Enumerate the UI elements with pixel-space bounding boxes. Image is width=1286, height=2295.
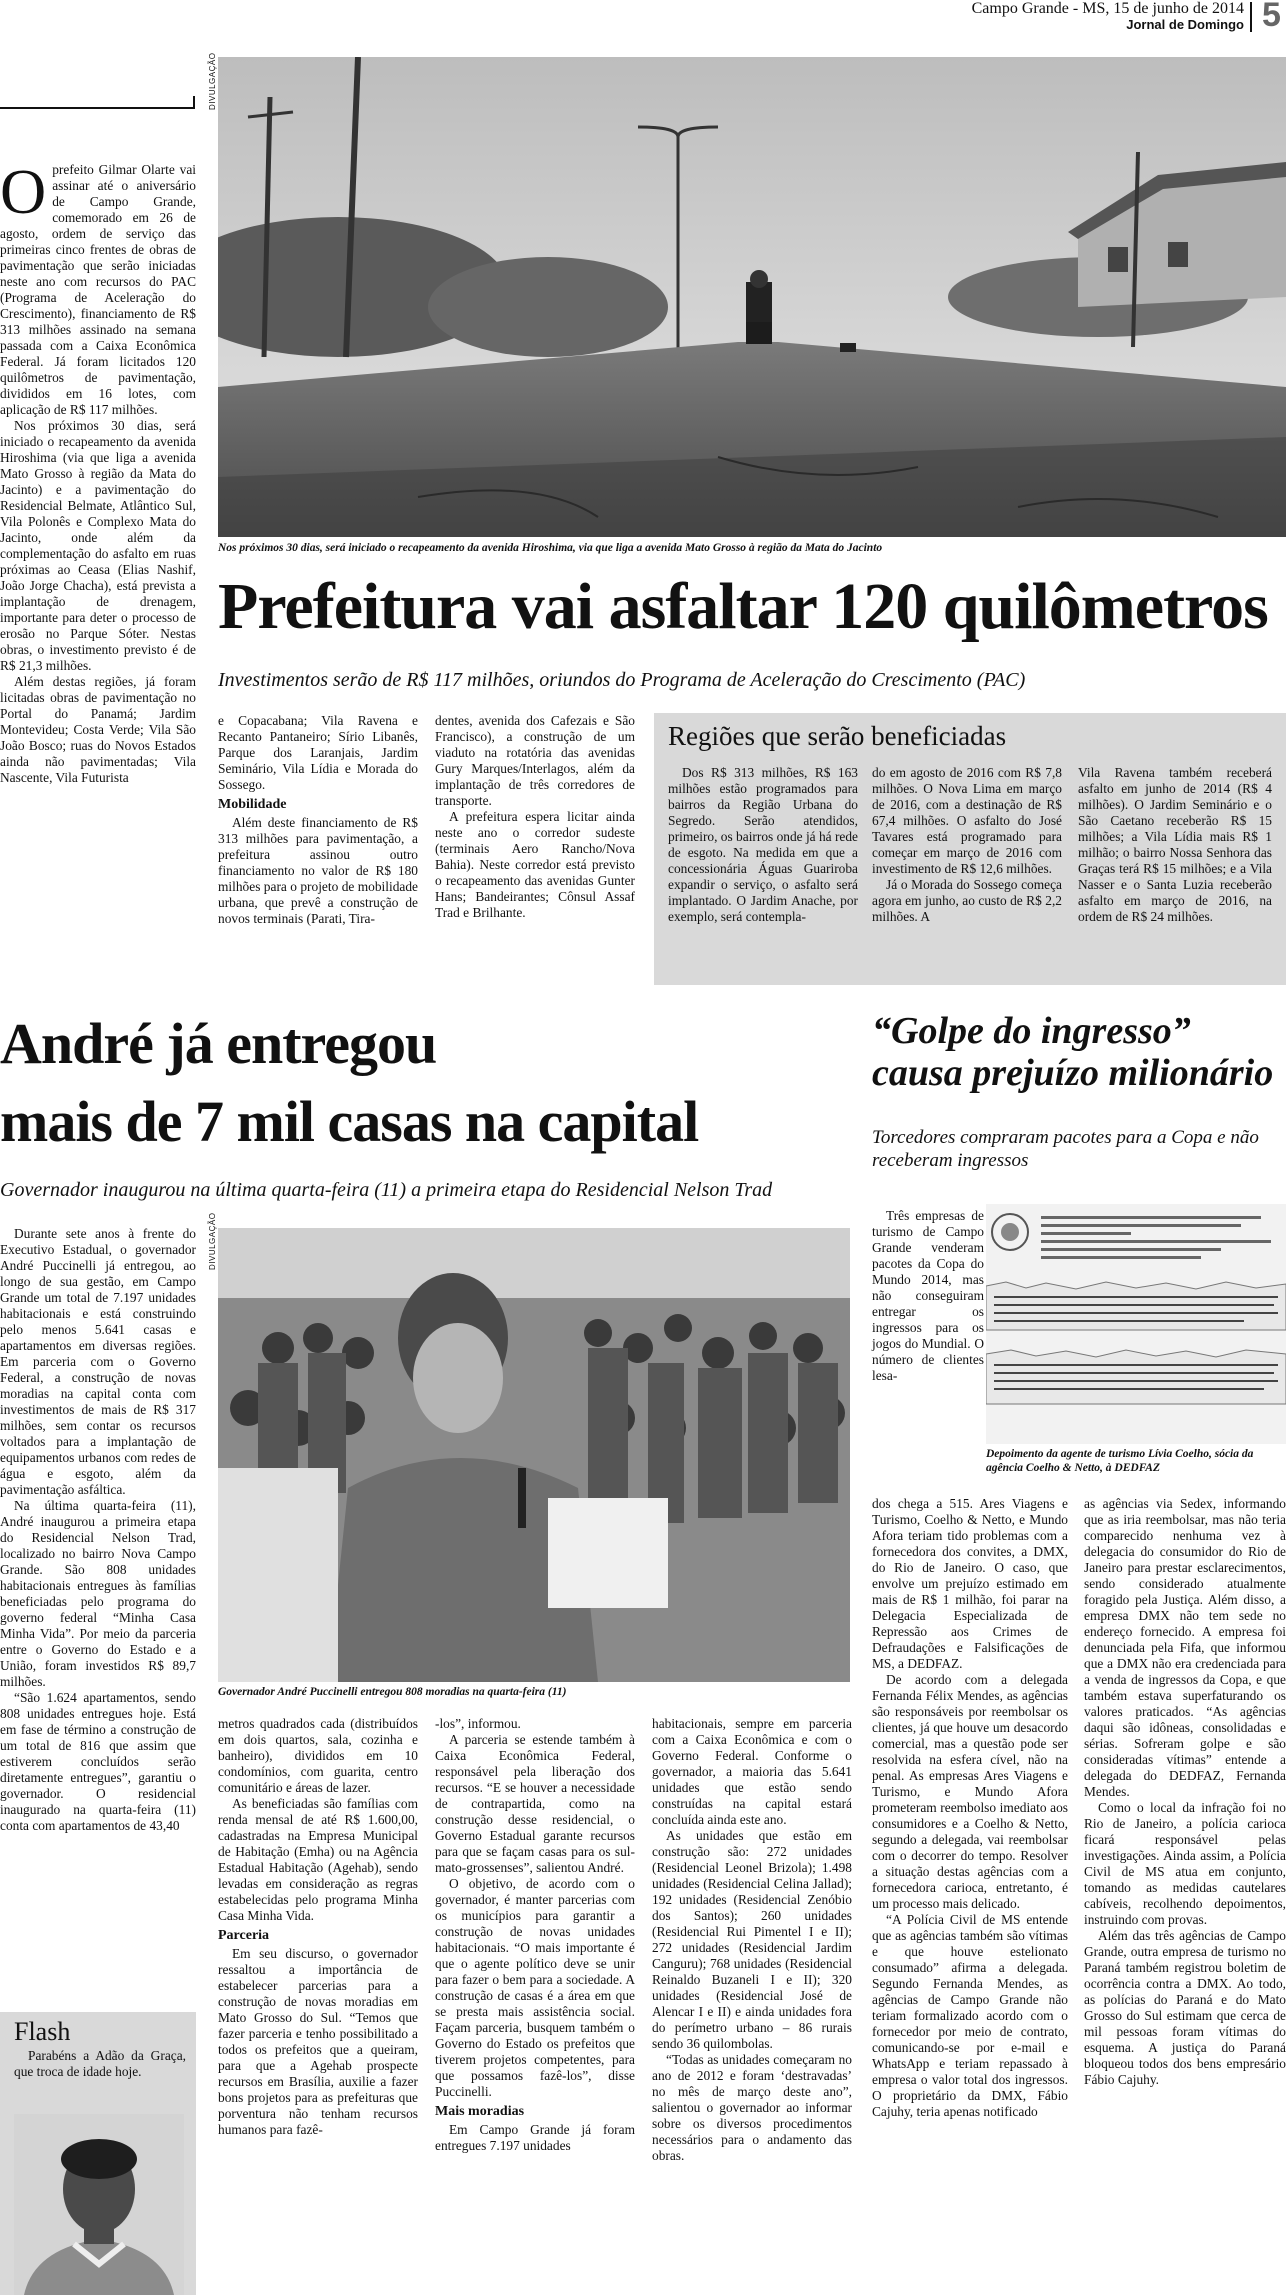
location-date: Campo Grande - MS, 15 de junho de 2014 [971, 0, 1244, 17]
paragraph: dentes, avenida dos Cafezais e São Francisco), a construção de um viaduto na rotatória das avenidas Gury Marques/Interlagos, além da implantação de três corredores de transporte. [435, 713, 635, 808]
publication-name: Jornal de Domingo [1126, 17, 1244, 32]
road-scene-image [218, 57, 1286, 537]
story1-subhead: Investimentos serão de R$ 117 milhões, oriundos do Programa de Aceleração do Crescimento (PAC) [218, 669, 1026, 691]
paragraph: Já o Morada do Sossego começa agora em junho, ao custo de R$ 2,2 milhões. A [872, 877, 1062, 924]
paragraph: as agências via Sedex, informando que as iria reembolsar, mas não teria comparecido nenhuma vez à delegacia do consumidor do Rio de Janeiro para prestar esclarecimentos, sendo considerado atualmente foragido pela Justiça. Além disso, a empresa DMX não tem sede no endereço fornecido. A empresa foi denunciada pela Fifa, que informou que a DMX não era credenciada para a venda de ingressos da Copa, e que também estava superfaturando os valores praticados. “As agências daqui são idôneas, consolidadas e sérias. Sofreram golpe e são consideradas vítimas” entende a delegada do DEDFAZ, Fernanda Mendes. [1084, 1496, 1286, 1799]
story3-subhead: Torcedores compraram pacotes para a Copa e não receberam ingressos [872, 1127, 1259, 1171]
paragraph: “A Polícia Civil de MS entende que as agências também são vítimas e que houve estelionato consumado” afirma a delegada. Segundo Fernanda Mendes, as agências de Campo Grande não teriam formalizado acordo com o fornecedor por meio de contrato, comunicando-se por e-mail e WhatsApp e teriam repassado à empresa o valor total dos ingressos. O proprietário da DMX, Fábio Cajuhy, teria apenas notificado [872, 1912, 1068, 2119]
paragraph: “Todas as unidades começaram no ano de 2012 e foram ‘destravadas’ no mês de março deste ano”, salientou o governador ao informar sobre os diversos procedimentos necessários para o andamento das obras. [652, 2052, 852, 2163]
paragraph: As unidades que estão em construção são: 272 unidades (Residencial Leonel Brizola); 1.498 unidades (Residencial Celina Jallad); 192 unidades (Residencial Zenóbio dos Santos); 260 unidades (Residencial Rui Pimentel I e II); 272 unidades (Residencial Jardim Canguru); 768 unidades (Residencial Reinaldo Buzaneli I e II); 320 unidades (Residencial José de Alencar I e II) e ainda unidades fora do perímetro urbano – 86 rurais sendo 36 quilombolas. [652, 1828, 852, 2051]
flash-title: Flash [14, 2017, 71, 2046]
paragraph: Durante sete anos à frente do Executivo Estadual, o governador André Puccinelli já entregou, ao longo de sua gestão, em Campo Grande um total de 7.197 unidades habitacionais e está construindo pelo menos 5.641 casas e apartamentos em diversas regiões. Em parceria com o Governo Federal, a construção de novas moradias na capital conta com investimentos de mais de R$ 317 milhões, sem contar os recursos voltados para a implantação de equipamentos urbanos com redes de água e esgoto, além da pavimentação asfáltica. [0, 1226, 196, 1497]
story2-column-1 [0, 1226, 196, 2006]
paragraph: Três empresas de turismo de Campo Grande venderam pacotes da Copa do Mundo 2014, mas não conseguiram entregar os ingressos para os jogos do Mundial. O número de clientes lesa- [872, 1208, 984, 1383]
paragraph: Além das três agências de Campo Grande, outra empresa de turismo no Paraná também registrou boletim de ocorrência contra a DMX. Ao todo, as polícias do Paraná e do Mato Grosso do Sul estimam que cerca de mil pessoas foram vítimas do esquema. A justiça do Paraná bloqueou todos dos bens empresário Fábio Cajuhy. [1084, 1928, 1286, 2087]
paragraph: Além destas regiões, já foram licitadas obras de pavimentação no Portal do Panamá; Jardim Montevideu; Costa Verde; Vila São João Bosco; ruas do Novos Estados ainda não pavimentadas; Vila Nascente, Vila Futurista [0, 674, 196, 785]
paragraph: A parceria se estende também à Caixa Econômica Federal, responsável pela liberação dos recursos. “E se houver a necessidade de contrapartida, como na construção desse residencial, o Governo Estadual garante recursos para que se façam casas para os sul-mato-grossenses”, salientou André. [435, 1732, 635, 1875]
column-rule [0, 107, 195, 109]
paragraph: do em agosto de 2016 com R$ 7,8 milhões. O Nova Lima em março de 2016, com a destinação de R$ 67,4 milhões. O asfalto do José Tavares está programado para começar em março de 2016 com investimento de R$ 12,6 milhões. [872, 765, 1062, 876]
paragraph: Vila Ravena também receberá asfalto em junho de 2014 (R$ 4 milhões). O Jardim Seminário e o São Caetano receberão R$ 15 milhões; a Vila Lídia mais R$ 1 milhão; o bairro Nossa Senhora das Graças terá R$ 15 milhões; e a Vila Nasser e o Santa Luzia receberão asfalto em março de 2016, na ordem de R$ 24 milhões. [1078, 765, 1272, 924]
box-title: Regiões que serão beneficiadas [668, 721, 1007, 751]
paragraph: e Copacabana; Vila Ravena e Recanto Pantaneiro; Sírio Libanês, Parque dos Laranjais, Jardim Seminário, Vila Lídia e Morada do Sossego. [218, 713, 418, 792]
police-document-photo [986, 1204, 1286, 1444]
paragraph: Como o local da infração foi no Rio de Janeiro, a polícia carioca ficará responsável pelas investigações. Ainda assim, a Polícia Civil de MS atua em conjunto, tomando as medidas cautelares cabíveis, recolhendo depoimentos, instruindo com provas. [1084, 1800, 1286, 1927]
story1-column-2 [218, 713, 418, 983]
column-rule-tick [193, 96, 195, 109]
section-subhead: Mais moradias [435, 2104, 525, 2119]
story2-headline-line1: André já entregou [0, 1011, 437, 1076]
box-column-2 [872, 765, 1062, 925]
paragraph: De acordo com a delegada Fernanda Félix Mendes, as agências são responsáveis por reembolsar os clientes, já que houve um desacordo comercial, mas a questão pode ser resolvida na esfera cível, não na penal. As empresas Ares Viagens e Turismo, e Mundo Afora prometeram reembolso imediato aos consumidores e a Coelho & Netto, segundo a delegada, vai reembolsar com o decorrer do tempo. Resolver a situação destas agências com a fornecedora carioca, entretanto, é um processo mais delicado. [872, 1672, 1068, 1911]
story3-headline: “Golpe do ingresso” causa prejuízo milionário [872, 1010, 1274, 1094]
road-photo [218, 57, 1286, 537]
story3-narrow-column [872, 1208, 984, 1384]
portrait-photo [14, 2114, 184, 2295]
photo-credit: DIVULGAÇÃO [208, 52, 217, 110]
paragraph: prefeito Gilmar Olarte vai assinar até o aniversário de Campo Grande, comemorado em 26 de agosto, ordem de serviço das primeiras cinco frentes de obras de pavimentação que serão iniciadas neste ano com recursos do PAC (Programa de Aceleração do Crescimento), financiamento de R$ 313 milhões assinado na semana passada com a Caixa Econômica Federal. Já foram licitados 120 quilômetros de pavimentação, divididos em 16 lotes, com aplicação de R$ 117 milhões. [0, 162, 196, 417]
paragraph: “São 1.624 apartamentos, sendo 808 unidades entregues hoje. Está em fase de término a construção de um total de 816 que assim que estiverem concluídos serão diretamente entregues”, garantiu o governador. O residencial inaugurado na quarta-feira (11) conta com apartamentos de 43,40 [0, 1690, 196, 1833]
section-subhead: Parceria [218, 1928, 270, 1943]
paragraph: -los”, informou. [435, 1716, 521, 1731]
photo-caption: Governador André Puccinelli entregou 808 moradias na quarta-feira (11) [218, 1686, 567, 1698]
story2-column-4 [652, 1716, 852, 2295]
story2-column-3 [435, 1716, 635, 2295]
flash-text [14, 2048, 186, 2080]
portrait-image [14, 2114, 184, 2295]
story3-column-1 [872, 1496, 1068, 2295]
story1-column-3 [435, 713, 635, 983]
story1-headline: Prefeitura vai asfaltar 120 quilômetros [218, 570, 1268, 643]
paragraph: Na última quarta-feira (11), André inaugurou a primeira etapa do Residencial Nelson Trad, localizado no bairro Nova Campo Grande. São 808 unidades habitacionais entregues às famílias beneficiadas pelo programa do governo federal “Minha Casa Minha Vida”. Por meio da parceria entre o Governo do Estado e a União, foram investidos R$ 89,7 milhões. [0, 1498, 196, 1689]
regions-box [654, 713, 1286, 985]
paragraph: dos chega a 515. Ares Viagens e Turismo, Coelho & Netto, e Mundo Afora teriam tido problemas com a fornecedora dos convites, a DMX, do Rio de Janeiro. O caso, que envolve um prejuízo estimado em mais de R$ 1 milhão, foi parar na Delegacia Especializada de Repressão aos Crimes de Defraudações e Falsificações de MS, a DEDFAZ. [872, 1496, 1068, 1671]
paragraph: metros quadrados cada (distribuídos em dois quartos, sala, cozinha e banheiro), divididos em 10 condomínios, com guarita, centro comunitário e áreas de lazer. [218, 1716, 418, 1795]
paragraph: O objetivo, de acordo com o governador, é manter parcerias com os municípios para garantir a construção de novas unidades habitacionais. “O mais importante é que o agente político deve se unir para fazer o bem para a sociedade. A construção de casas é a área em que se presta mais assistência social. Façam parceria, busquem também o Governo do Estado os prefeitos que tiverem projetos competentes, para que possamos fazê-los”, disse Puccinelli. [435, 1876, 635, 2099]
paragraph: Dos R$ 313 milhões, R$ 163 milhões estão programados para bairros da Região Urbana do Segredo. Serão atendidos, primeiro, os bairros onde já há rede de esgoto. Na medida em que a concessionária Águas Guariroba expandir o serviço, o asfalto será implantado. O Jardim Anache, por exemplo, será contempla- [668, 765, 859, 924]
dropcap: O [0, 156, 47, 227]
story2-subhead: Governador inaugurou na última quarta-feira (11) a primeira etapa do Residencial Nelson Trad [0, 1179, 773, 1201]
page-header [0, 0, 1286, 36]
page-number: 5 [1262, 0, 1281, 34]
paragraph: As beneficiadas são famílias com renda mensal de até R$ 1.600,00, cadastradas na Empresa Municipal de Habitação (Emha) ou na Agência Estadual Habitação (Agehab), sendo levadas em consideração as regras estabelecidas pelo programa Minha Casa Minha Vida. [218, 1796, 418, 1923]
photo-caption: Depoimento da agente de turismo Lívia Coelho, sócia da agência Coelho & Netto, à DEDFAZ [986, 1448, 1254, 1474]
flash-box [0, 2012, 196, 2295]
governor-photo [218, 1228, 850, 1682]
photo-caption: Nos próximos 30 dias, será iniciado o recapeamento da avenida Hiroshima, via que liga a avenida Mato Grosso à região da Mata do Jacinto [218, 542, 883, 554]
document-image [986, 1204, 1286, 1444]
paragraph: habitacionais, sempre em parceria com a Caixa Econômica e com o Governo Federal. Conforme o governador, a maioria das 5.641 unidades que estão sendo construídas na capital estará concluída ainda este ano. [652, 1716, 852, 1827]
paragraph: Além deste financiamento de R$ 313 milhões para pavimentação, a prefeitura assinou outro financiamento no valor de R$ 180 milhões para o projeto de mobilidade urbana, que prevê a construção de novos terminais (Parati, Tira- [218, 815, 418, 926]
header-divider [1250, 2, 1252, 32]
paragraph: Em Campo Grande já foram entregues 7.197 unidades [435, 2122, 635, 2153]
paragraph: Nos próximos 30 dias, será iniciado o recapeamento da avenida Hiroshima (via que liga a avenida Mato Grosso à região da Mata do Jacinto) e a pavimentação do Residencial Belmate, Atlântico Sul, Vila Polonês e Complexo Mata do Jacinto, onde além da complementação do asfalto em ruas próximas ao Ceasa (Elias Nashif, João Jorge Chacha), está prevista a implantação de drenagem, importante para deter o processo de erosão no Parque Sóter. Nestas obras, o investimento previsto é de R$ 21,3 milhões. [0, 418, 196, 673]
story1-column-1 [0, 156, 196, 982]
box-column-1 [668, 765, 858, 925]
crowd-scene-image [218, 1228, 850, 1682]
paragraph: Parabéns a Adão da Graça, que troca de idade hoje. [14, 2048, 186, 2079]
section-subhead: Mobilidade [218, 797, 287, 812]
paragraph: A prefeitura espera licitar ainda neste ano o corredor sudeste (terminais Aero Rancho/Nova Bahia). Neste corredor está previsto o recapeamento das avenidas Gunter Hans; Bandeirantes; Cônsul Assaf Trad e Brilhante. [435, 809, 635, 920]
box-column-3 [1078, 765, 1272, 925]
story2-headline-line2: mais de 7 mil casas na capital [0, 1089, 699, 1154]
photo-credit: DIVULGAÇÃO [208, 1212, 217, 1270]
paragraph: Em seu discurso, o governador ressaltou a importância de estabelecer parcerias para a construção de novas moradias em Mato Grosso do Sul. “Temos que fazer parceria e tenho possibilitado a todos os prefeitos que a queiram, para que a Agehab prospecte recursos em Brasília, auxilie a fazer bons projetos para as prefeituras que porventura não tenham recursos humanos para fazê- [218, 1946, 418, 2137]
story3-column-2 [1084, 1496, 1286, 2295]
story2-column-2 [218, 1716, 418, 2295]
